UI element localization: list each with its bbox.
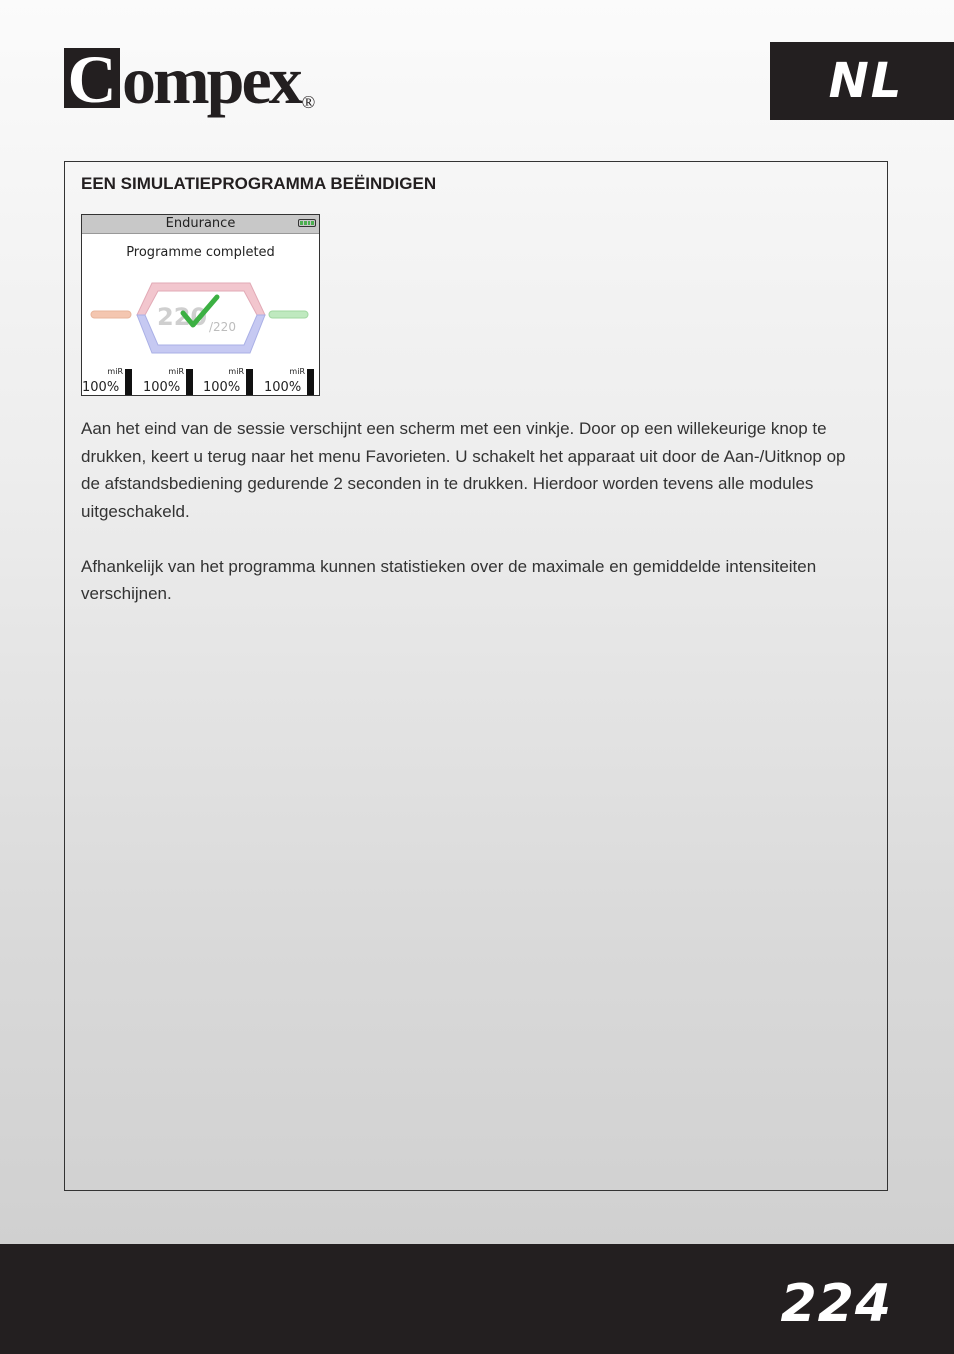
progress-current: 220	[157, 303, 208, 331]
channel-intensity-bar	[246, 369, 253, 395]
cooldown-bar	[269, 311, 308, 318]
logo-wordmark: ompex	[122, 42, 300, 118]
channel-mode: miR	[168, 367, 184, 376]
language-tab	[770, 42, 954, 120]
session-progress-graphic	[82, 273, 320, 363]
paragraph-1: Aan het eind van de sessie verschijnt een scherm met een vinkje. Door op een willekeurige knop te drukken, keert u terug naar het menu Favorieten. U schakelt het apparaat uit door de Aan-/Uitknop op de afstandsbediening gedurende 2 seconden in te drukken. Hierdoor worden tevens alle modules uitgeschakeld.	[81, 419, 846, 521]
body-text	[81, 415, 861, 635]
battery-full-icon	[298, 219, 316, 227]
device-screen	[81, 214, 320, 396]
screen-header	[82, 215, 319, 234]
section-title: EEN SIMULATIEPROGRAMMA BEËINDIGEN	[81, 174, 437, 193]
channel-intensity-bar	[125, 369, 132, 395]
channel-mode: miR	[289, 367, 305, 376]
warmup-bar	[91, 311, 131, 318]
screen-status: Programme completed	[126, 245, 275, 260]
channel-1	[82, 367, 132, 395]
paragraph-2: Afhankelijk van het programma kunnen statistieken over de maximale en gemiddelde intensiteiten verschijnen.	[81, 556, 817, 603]
channel-intensity-bar	[186, 369, 193, 395]
content-panel	[64, 161, 888, 1191]
channel-value: 100%	[82, 380, 120, 395]
logo-c-block: C	[64, 48, 120, 108]
channel-value: 100%	[264, 380, 302, 395]
compex-logo	[64, 40, 315, 120]
channel-4	[264, 367, 314, 395]
channel-row	[82, 367, 319, 395]
channel-2	[143, 367, 193, 395]
footer-bar	[0, 1244, 954, 1354]
language-label: NL	[828, 53, 904, 109]
registered-mark: ®	[301, 92, 316, 112]
channel-mode: miR	[228, 367, 244, 376]
page-number: 224	[780, 1274, 892, 1334]
channel-value: 100%	[203, 380, 241, 395]
program-name: Endurance	[165, 216, 236, 231]
progress-total: /220	[209, 320, 236, 334]
channel-mode: miR	[107, 367, 123, 376]
channel-value: 100%	[143, 380, 181, 395]
channel-intensity-bar	[307, 369, 314, 395]
channel-3	[203, 367, 253, 395]
